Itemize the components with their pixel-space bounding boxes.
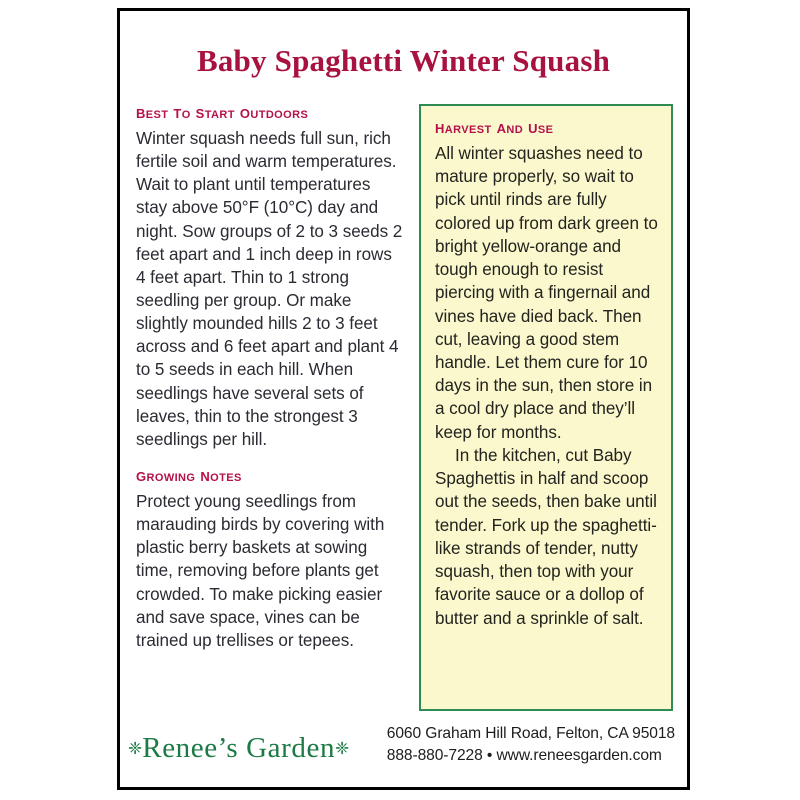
section-best-to-start-outdoors: [136, 103, 404, 451]
section-body-best-to-start-outdoors: Winter squash needs full sun, rich fertile soil and warm temperatures. Wait to plant until temperatures stay above 50°F (10°C) day and night. Sow groups of 2 to 3 seeds 2 feet apart and 1 inch deep in rows 4 feet apart. Thin to 1 strong seedling per group. Or make slightly mounded hills 2 to 3 feet across and 6 feet apart and plant 4 to 5 seeds in each hill. When seedlings have several sets of leaves, thin to the strongest 3 seedlings per hill.: [136, 128, 403, 449]
company-address: [387, 723, 675, 767]
flower-dingbat-icon-left: ❈: [128, 739, 143, 758]
page-title: Baby Spaghetti Winter Squash: [196, 43, 611, 78]
harvest-and-use-panel: [419, 104, 673, 711]
section-heading-harvest-and-use: harvest and use: [435, 117, 554, 138]
left-column: [136, 103, 404, 652]
section-heading-best-to-start-outdoors: best to start outdoors: [136, 102, 309, 123]
harvest-paragraph-1: All winter squashes need to mature properly, so wait to pick until rinds are fully colored up from dark green to bright yellow-orange and tough enough to resist piercing with a fingernail and vines have died back. Then cut, leaving a good stem handle. Let them cure for 10 days in the sun, then store in a cool dry place and they’ll keep for months.: [435, 143, 658, 442]
section-body-growing-notes: Protect young seedlings from marauding birds by covering with plastic berry baskets at sowing time, removing before plants get crowded. To make picking easier and save space, vines can be trained up trellises or tepees.: [136, 491, 385, 650]
seed-packet-card: [117, 8, 690, 790]
footer: [120, 713, 687, 771]
flower-dingbat-icon-right: ❈: [335, 739, 350, 758]
section-heading-growing-notes: growing notes: [136, 465, 242, 487]
seed-packet-inner: [120, 11, 687, 787]
brand-logo: [128, 732, 349, 765]
address-line-contact: 888-880-7228 • www.reneesgarden.com: [386, 746, 662, 764]
harvest-paragraph-2: In the kitchen, cut Baby Spaghettis in half and scoop out the seeds, then bake until tender. Fork up the spaghetti-like strands of tender, nutty squash, then top with your favorite sauce or a dollop of butter and a sprinkle of salt.: [435, 445, 657, 628]
section-growing-notes: [136, 466, 404, 652]
address-line-street: 6060 Graham Hill Road, Felton, CA 95018: [386, 724, 675, 742]
brand-name: Renee’s Garden: [142, 732, 336, 764]
